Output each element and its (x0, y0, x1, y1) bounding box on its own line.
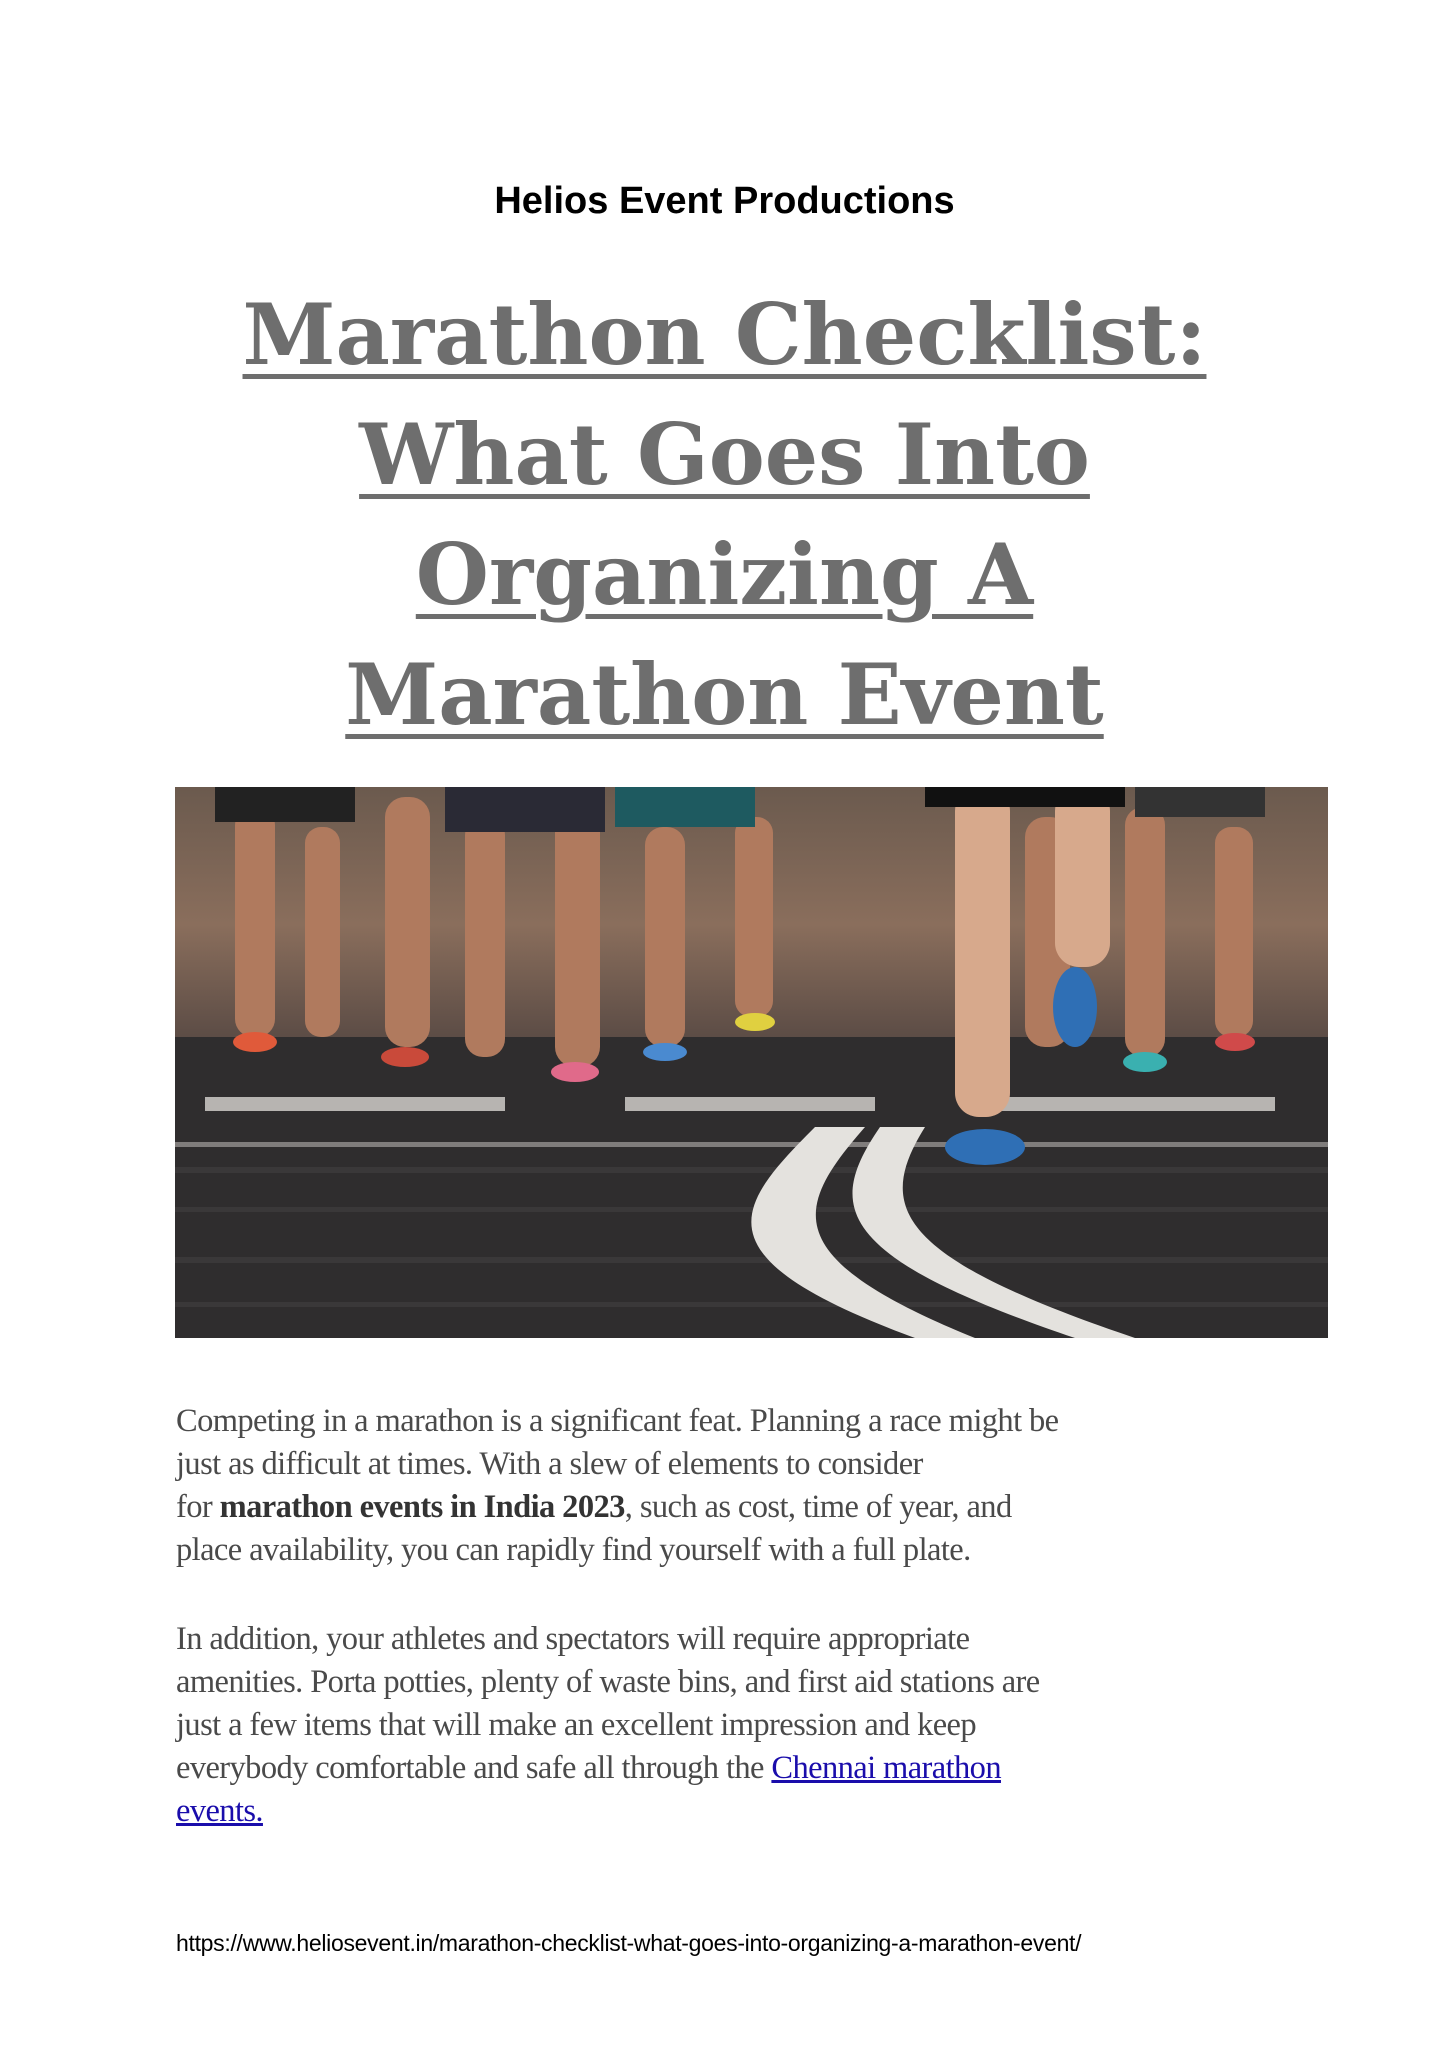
title-line: Marathon Event (345, 645, 1104, 744)
intro-paragraph (176, 1400, 1316, 1572)
text-line: amenities. Porta potties, plenty of waste bins, and first aid stations are (176, 1664, 1040, 1700)
bold-keyword: marathon events in India 2023 (219, 1489, 625, 1525)
marathon-runners-photo (175, 787, 1328, 1338)
text-line: Competing in a marathon is a significant feat. Planning a race might be (176, 1403, 1059, 1439)
runners-illustration (175, 787, 1328, 1338)
text-line: place availability, you can rapidly find yourself with a full plate. (176, 1532, 971, 1568)
title-line: Marathon Checklist: (242, 285, 1207, 384)
source-url: https://www.heliosevent.in/marathon-checklist-what-goes-into-organizing-a-marathon-event/ (176, 1930, 1082, 1956)
chennai-marathon-link-continued[interactable]: events. (176, 1793, 263, 1829)
title-line: Organizing A (415, 525, 1034, 624)
text-line (176, 1747, 1316, 1790)
text-segment: , such as cost, time of year, and (624, 1489, 1012, 1525)
road (175, 1037, 1328, 1338)
amenities-paragraph (176, 1618, 1316, 1833)
text-line: In addition, your athletes and spectators will require appropriate (176, 1621, 970, 1657)
text-segment: for (176, 1489, 220, 1525)
text-line: just a few items that will make an excellent impression and keep (176, 1707, 977, 1743)
text-line: just as difficult at times. With a slew of elements to consider (176, 1446, 923, 1482)
text-line (176, 1486, 1316, 1529)
title-line: What Goes Into (359, 405, 1090, 504)
page-title (0, 275, 1449, 755)
organization-name: Helios Event Productions (494, 180, 955, 222)
text-line (176, 1790, 1316, 1833)
chennai-marathon-link[interactable]: Chennai marathon (771, 1750, 1001, 1786)
text-segment: everybody comfortable and safe all through the (176, 1750, 772, 1786)
